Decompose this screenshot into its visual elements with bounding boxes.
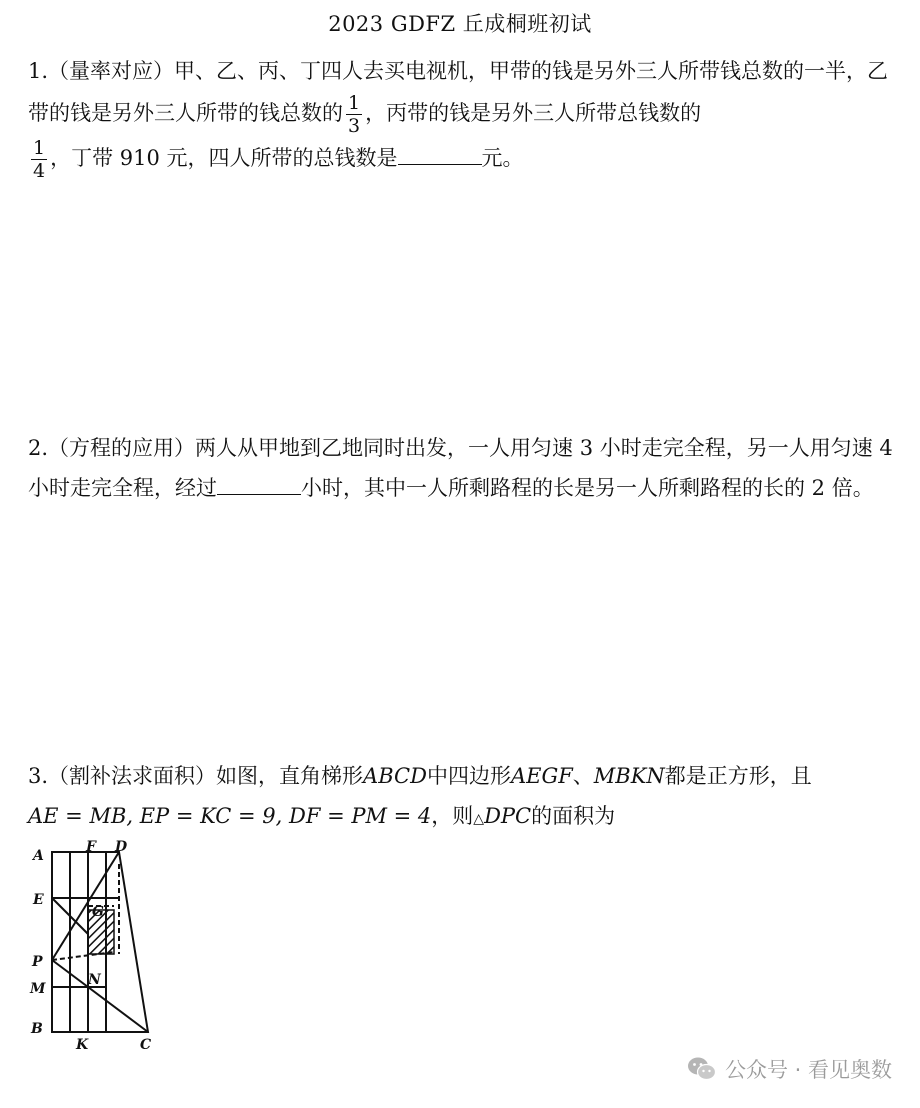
label-f: F: [86, 839, 96, 855]
label-k: K: [76, 1037, 89, 1053]
fraction-numerator: 1: [33, 137, 46, 159]
watermark: [687, 1054, 892, 1084]
problem-2: [28, 428, 896, 508]
label-b: B: [31, 1021, 43, 1037]
math-aegf: AEGF: [510, 764, 573, 788]
trapezoid-figure: [22, 834, 172, 1058]
problem-1-text-end: 元。: [481, 146, 524, 170]
math-mbkn: MBKN: [593, 764, 665, 788]
problem-3-text: 3.（割补法求面积）如图，直角梯形: [28, 764, 364, 788]
watermark-text: 公众号 · 看见奥数: [724, 1058, 892, 1082]
wechat-icon: [687, 1056, 717, 1082]
answer-blank-2[interactable]: [217, 474, 301, 495]
problem-1-text-tail: ，丁带 910 元，四人所带的总钱数是: [50, 146, 398, 170]
problem-2-text: 2.（方程的应用）两人从甲地到乙地同时出发，一人用匀速 3 小时走完全程，另一人用匀速 4 小时走完全程，经过: [28, 436, 893, 500]
math-dpc: DPC: [484, 804, 532, 828]
problem-1-text: 1.（量率对应）甲、乙、丙、丁四人去买电视机，甲带的钱是另外三人所带钱总数的一半，乙带的钱是另外三人所带的钱总数的: [28, 59, 889, 125]
page-title: 2023 GDFZ 丘成桐班初试: [328, 12, 592, 36]
label-m: M: [30, 981, 46, 997]
label-a: A: [33, 848, 44, 864]
problem-3-text: 中四边形: [426, 764, 511, 788]
fraction-one-fourth: [31, 137, 47, 182]
fraction-denominator: 4: [33, 160, 46, 182]
problem-3-text: 、: [572, 764, 594, 788]
label-e: E: [33, 892, 44, 908]
math-abcd: ABCD: [363, 764, 427, 788]
fraction-denominator: 3: [348, 115, 361, 137]
math-conditions: AE = MB, EP = KC = 9, DF = PM = 4: [28, 804, 432, 828]
label-g: G: [92, 904, 104, 920]
problem-3-text: 的面积为: [531, 804, 616, 828]
segment-pc: [52, 960, 148, 1032]
answer-blank-1[interactable]: [398, 144, 482, 165]
problem-2-text-end: 小时，其中一人所剩路程的长是另一人所剩路程的长的 2 倍。: [301, 476, 874, 500]
label-n: N: [88, 972, 101, 988]
label-d: D: [115, 839, 128, 855]
problem-1-text-mid: ，丙带的钱是另外三人所带总钱数的: [365, 101, 702, 125]
label-c: C: [140, 1037, 152, 1053]
problem-1: [28, 50, 896, 182]
fraction-one-third: [346, 92, 362, 137]
problem-3-text: 都是正方形，且: [664, 764, 812, 788]
problem-3: [28, 756, 896, 839]
fraction-numerator: 1: [348, 92, 361, 114]
label-p: P: [32, 954, 43, 970]
triangle-symbol: △: [473, 811, 485, 827]
problem-3-text: ，则: [431, 804, 474, 828]
